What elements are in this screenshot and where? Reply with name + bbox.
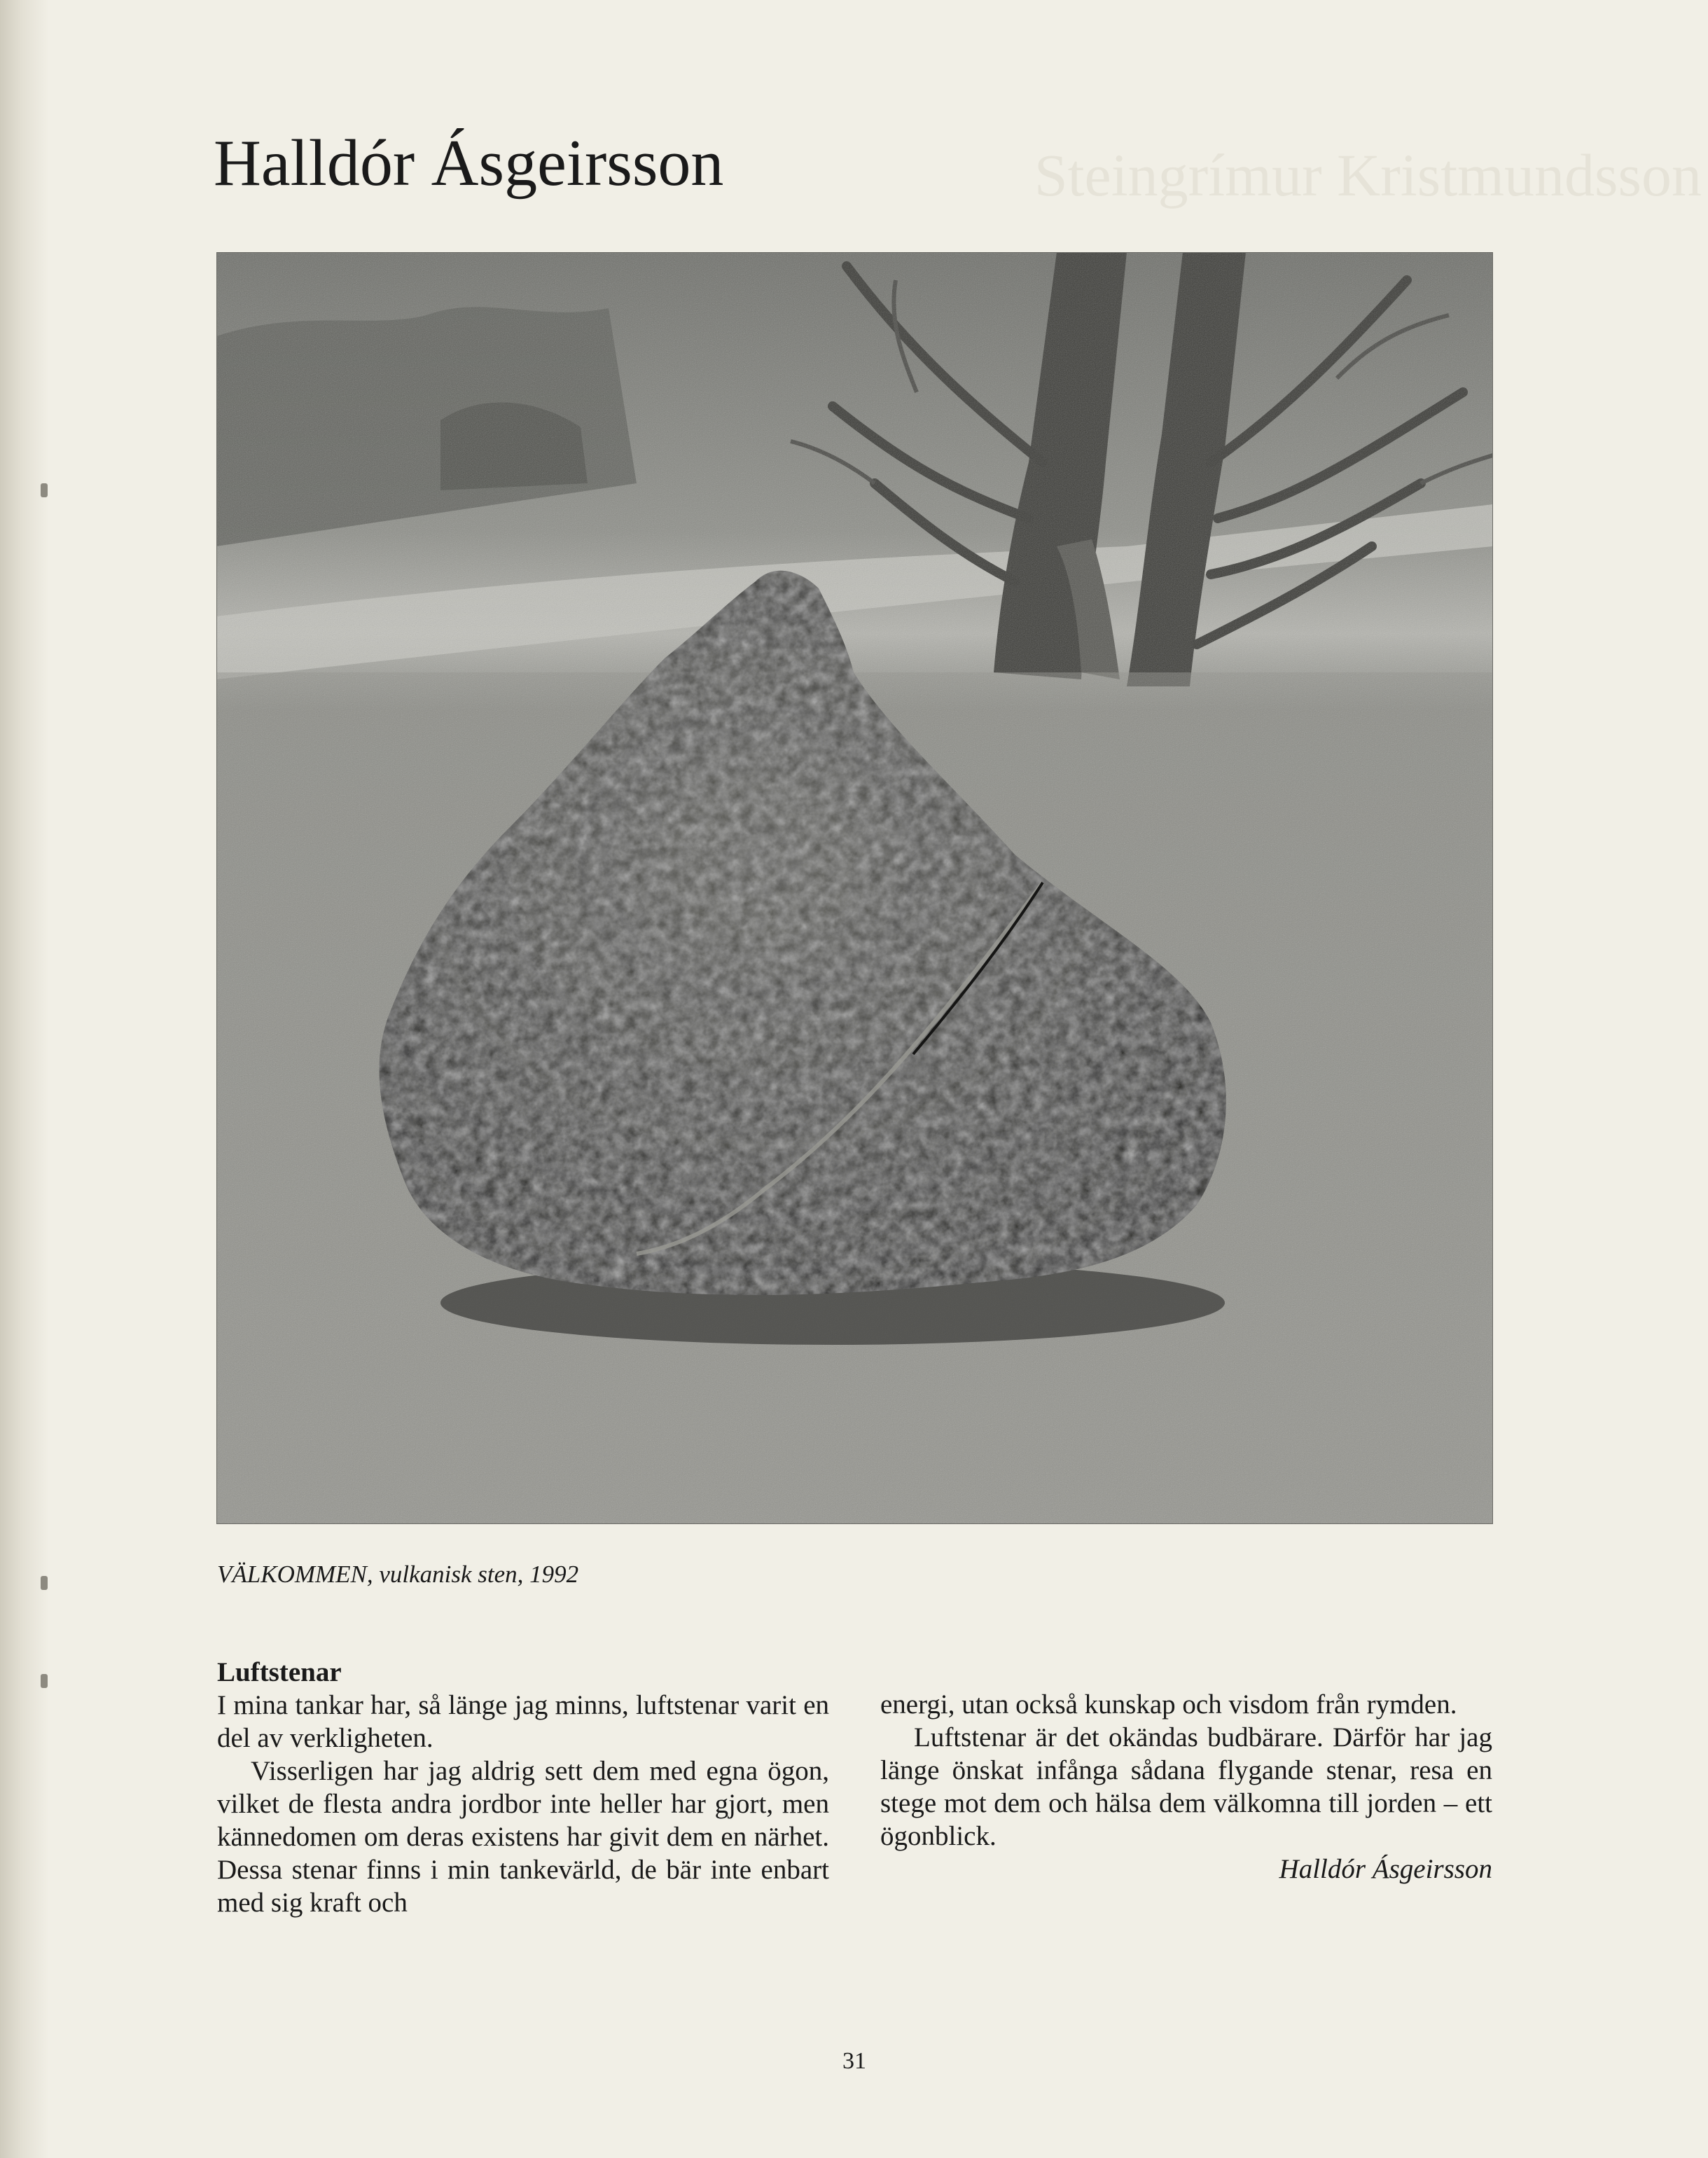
paragraph: I mina tankar har, så länge jag minns, luftstenar varit en del av verkligheten. — [217, 1690, 829, 1753]
boulder-on-lawn-illustration — [216, 252, 1493, 1524]
page-number: 31 — [842, 2048, 866, 2074]
text-column-right — [880, 1688, 1492, 1886]
text-column-left — [217, 1656, 829, 1919]
artwork-photo — [216, 252, 1493, 1524]
book-gutter-shadow — [0, 0, 49, 2158]
paragraph: Visserligen har jag aldrig sett dem med egna ögon, vilket de flesta andra jordbor inte heller har gjort, men kännedomen om deras existens har givit dem en närhet. Dessa stenar finns i min tankevärld, de bär inte enbart med sig kraft och — [217, 1756, 829, 1918]
binding-staple — [41, 1576, 48, 1590]
binding-staple — [41, 483, 48, 497]
section-heading: Luftstenar — [217, 1657, 342, 1687]
paragraph: Luftstenar är det okändas budbärare. Därför har jag länge önskat infånga sådana flygande stenar, resa en stege mot dem och hälsa dem välkomna till jorden – ett ögonblick. — [880, 1722, 1492, 1851]
binding-staple — [41, 1674, 48, 1688]
photo-caption: VÄLKOMMEN, vulkanisk sten, 1992 — [217, 1561, 579, 1588]
author-signature: Halldór Ásgeirsson — [1279, 1854, 1492, 1884]
bleed-through-title: Steingrímur Kristmundsson — [1034, 141, 1702, 209]
page-title: Halldór Ásgeirsson — [214, 127, 724, 200]
paragraph: energi, utan också kunskap och visdom från rymden. — [880, 1689, 1457, 1720]
